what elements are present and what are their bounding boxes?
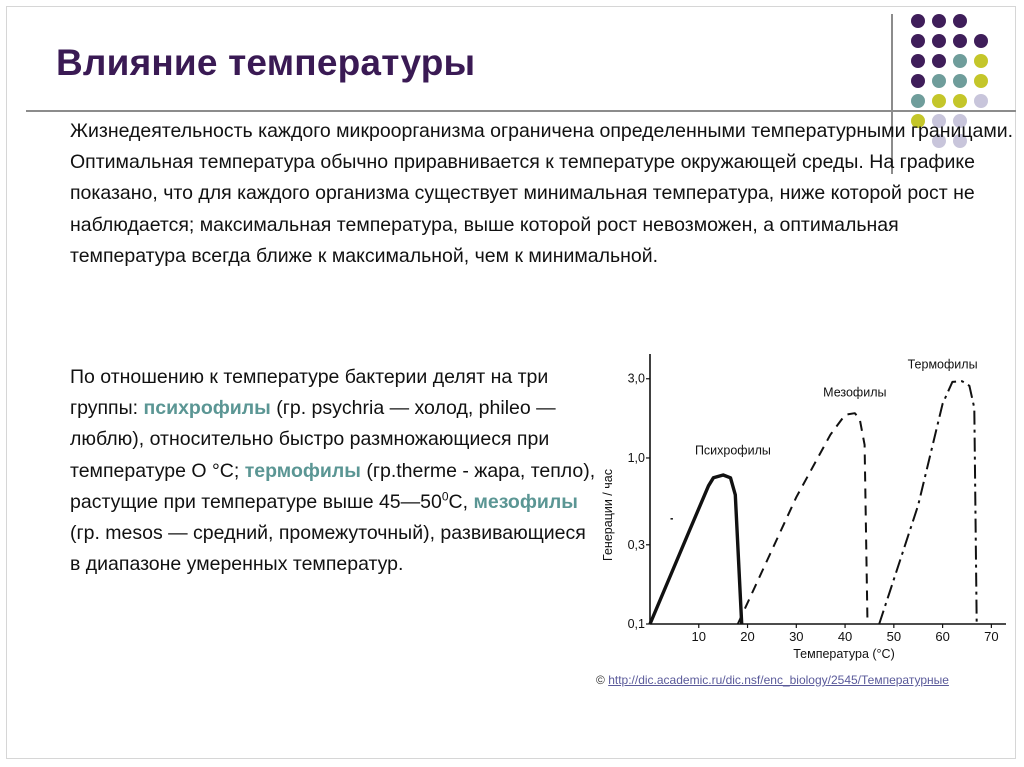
decor-dot — [932, 34, 946, 48]
groups-text-2: (гр. psychria — холод, phileo — люблю), относительно быстро размножающиеся при температуре О °С; — [70, 397, 556, 482]
decor-dot — [911, 74, 925, 88]
x-tick-label: 40 — [837, 629, 853, 644]
decor-dot — [974, 54, 988, 68]
x-tick-label: 20 — [740, 629, 755, 644]
x-tick-label: 50 — [886, 629, 902, 644]
decor-dot — [974, 74, 988, 88]
intro-paragraph: Жизнедеятельность каждого микроорганизма ограничена определенными температурными границами. Оптимальная температура обычно приравнивается к температуре окружающей среды. На графике показано, что для каждого организма существует минимальная температура, ниже которой рост не наблюдается; максимальная температура, выше которой рост невозможен, а оптимальная температура всегда ближе к максимальной, чем к минимальной. — [70, 120, 1014, 267]
source-caption — [596, 673, 949, 687]
series-label: Термофилы — [907, 357, 978, 372]
y-axis-label: Генерации / час — [601, 469, 615, 561]
series-line — [650, 475, 742, 624]
decor-dot — [974, 34, 988, 48]
groups-text-4: С, — [448, 490, 474, 513]
decor-dot — [953, 74, 967, 88]
series-label: Психрофилы — [694, 443, 771, 458]
y-tick-label: 0,1 — [627, 617, 645, 631]
decor-dot — [953, 54, 967, 68]
source-link[interactable]: http://dic.academic.ru/dic.nsf/enc_biology/2545/Температурные — [608, 673, 949, 687]
x-tick-label: 30 — [789, 629, 804, 644]
decor-horizontal-line — [26, 110, 1016, 112]
decor-dot — [953, 94, 967, 108]
decor-dot — [932, 54, 946, 68]
degree-superscript: 0 — [441, 489, 449, 504]
decor-dot — [911, 94, 925, 108]
decor-dot — [953, 34, 967, 48]
slide-title: Влияние температуры — [56, 42, 476, 83]
decor-dot — [932, 14, 946, 28]
term-psychrophiles: психрофилы — [143, 397, 271, 420]
groups-paragraph — [70, 362, 600, 580]
chart-labels — [601, 358, 999, 661]
groups-text-1: По отношению к температуре бактерии делят на три группы: — [70, 366, 549, 420]
decor-dot — [974, 94, 988, 108]
groups-text-5: (гр. mesos — средний, промежуточный), развивающиеся в диапазоне умеренных температур. — [70, 522, 586, 576]
chart-series — [650, 381, 977, 624]
series-line — [879, 381, 977, 624]
series-label: Мезофилы — [823, 385, 887, 400]
decor-dot — [932, 94, 946, 108]
x-tick-label: 10 — [691, 629, 707, 644]
decor-dot — [911, 54, 925, 68]
x-tick-label: 60 — [935, 629, 950, 644]
decor-dot — [911, 14, 925, 28]
groups-text-3: (гр.therme - жара, тепло), растущие при температуре выше 45—50 — [70, 459, 596, 513]
term-mesophiles: мезофилы — [473, 490, 578, 513]
x-axis-label: Температура (°С) — [793, 647, 895, 661]
y-tick-label: 3,0 — [627, 371, 645, 386]
decor-dot — [911, 34, 925, 48]
decor-dot — [953, 14, 967, 28]
y-tick-label: 0,3 — [627, 537, 645, 552]
decor-dot — [932, 74, 946, 88]
y-tick-label: 1,0 — [627, 450, 645, 465]
copyright-symbol: © — [596, 673, 605, 687]
growth-temperature-chart — [596, 346, 1016, 672]
term-thermophiles: термофилы — [244, 459, 361, 482]
x-tick-label: 70 — [984, 629, 999, 644]
